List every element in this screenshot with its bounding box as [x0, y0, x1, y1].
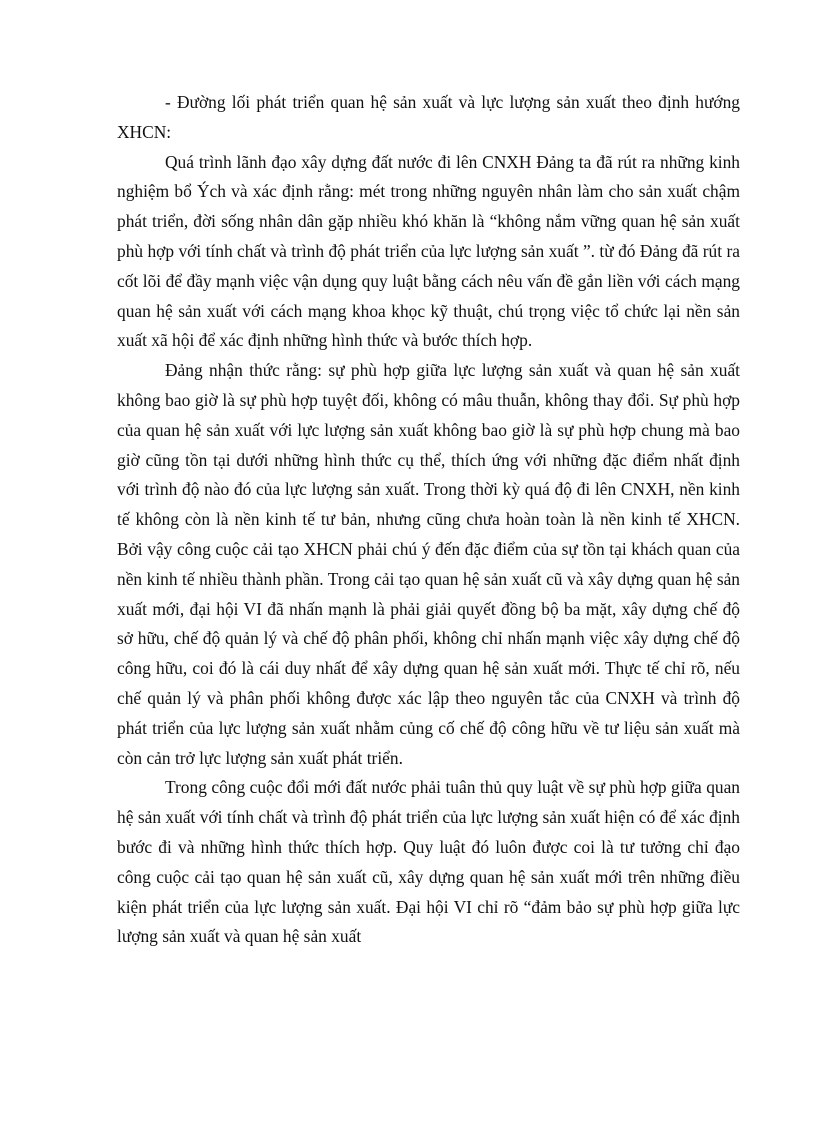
paragraph-party-awareness: Đảng nhận thức rằng: sự phù hợp giữa lực lượng sản xuất và quan hệ sản xuất không bao giờ là sự phù hợp tuyệt đối, không có mâu thuẫn, không thay đổi. Sự phù hợp của quan hệ sản xuất với lực lượng sản xuất không bao giờ là sự phù hợp chung mà bao giờ cũng tồn tại dưới những hình thức cụ thể, thích ứng với những đặc điểm nhất định với trình độ nào đó của lực lượng sản xuất. Trong thời kỳ quá độ đi lên CNXH, nền kinh tế không còn là nền kinh tế tư bản, nhưng cũng chưa hoàn toàn là nền kinh tế XHCN. Bởi vậy công cuộc cải tạo XHCN phải chú ý đến đặc điểm của sự tồn tại khách quan của nền kinh tế nhiều thành phần. Trong cải tạo quan hệ sản xuất cũ và xây dựng quan hệ sản xuất mới, đại hội VI đã nhấn mạnh là phải giải quyết đồng bộ ba mặt, xây dựng chế độ sở hữu, chế độ quản lý và chế độ phân phối, không chỉ nhấn mạnh việc xây dựng chế độ công hữu, coi đó là cái duy nhất để xây dựng quan hệ sản xuất mới. Thực tế chỉ rõ, nếu chế quản lý và phân phối không được xác lập theo nguyên tắc của CNXH và trình độ phát triển của lực lượng sản xuất nhằm củng cố chế độ công hữu về tư liệu sản xuất mà còn cản trở lực lượng sản xuất phát triển.: [117, 360, 740, 768]
paragraph-renovation: Trong công cuộc đổi mới đất nước phải tuân thủ quy luật về sự phù hợp giữa quan hệ sản xuất với tính chất và trình độ phát triển của lực lượng sản xuất hiện có để xác định bước đi và những hình thức thích hợp. Quy luật đó luôn được coi là tư tưởng chỉ đạo công cuộc cải tạo quan hệ sản xuất cũ, xây dựng quan hệ sản xuất mới trên những điều kiện phát triển của lực lượng sản xuất. Đại hội VI chỉ rõ “đảm bảo sự phù hợp giữa lực lượng sản xuất và quan hệ sản xuất: [117, 777, 740, 947]
paragraph-policy-heading: - Đường lối phát triển quan hệ sản xuất và lực lượng sản xuất theo định hướng XHCN:: [117, 92, 740, 142]
paragraph-leadership-experience: Quá trình lãnh đạo xây dựng đất nước đi lên CNXH Đảng ta đã rút ra những kinh nghiệm bổ Ých và xác định rằng: mét trong những nguyên nhân làm cho sản xuất chậm phát triển, đời sống nhân dân gặp nhiều khó khăn là “không nắm vững quan hệ sản xuất phù hợp với tính chất và trình độ phát triển của lực lượng sản xuất ”. từ đó Đảng đã rút ra cốt lõi để đầy mạnh việc vận dụng quy luật bằng cách nêu vấn đề gắn liền với cách mạng quan hệ sản xuất với cách mạng khoa khọc kỹ thuật, chú trọng việc tổ chức lại nền sản xuất xã hội để xác định những hình thức và bước thích hợp.: [117, 151, 740, 351]
document-body: [117, 88, 740, 952]
